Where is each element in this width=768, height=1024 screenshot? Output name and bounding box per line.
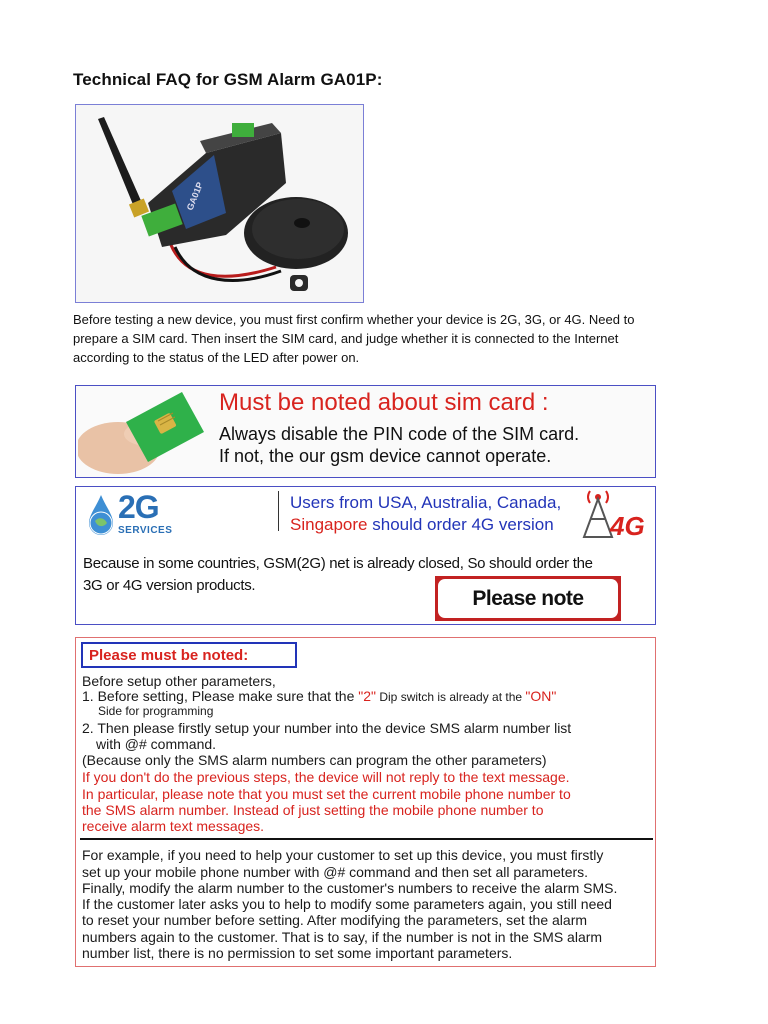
sim-notice-heading: Must be noted about sim card : — [219, 389, 549, 416]
product-photo — [75, 104, 364, 303]
4g-label: 4G — [610, 511, 645, 539]
water-drop-globe-icon — [86, 493, 116, 537]
gsm-alarm-device-image — [76, 105, 363, 302]
example-line: numbers again to the customer. That is to say, if the number is not in the SMS alarm — [82, 929, 603, 945]
divider — [80, 838, 653, 840]
sim-notice-line: If not, the our gsm device cannot operate. — [219, 446, 552, 466]
setup-step-2: 2. Then please firstly setup your number into the device SMS alarm number list — [82, 720, 572, 736]
example-line: set up your mobile phone number with @# command and then set all parameters. — [82, 864, 589, 880]
hand-holding-sim-icon — [78, 388, 208, 474]
4g-tower-icon — [576, 489, 652, 539]
svg-text:GA01P: GA01P — [184, 180, 206, 212]
setup-notice-heading: Please must be noted: — [89, 647, 249, 664]
users-line — [290, 515, 554, 535]
setup-text: 1. Before setting, Please make sure that the — [82, 688, 359, 704]
sim-notice-line: Always disable the PIN code of the SIM card. — [219, 424, 580, 444]
version-notice-body: 3G or 4G version products. — [83, 577, 256, 594]
please-note-label: Please note — [438, 579, 618, 618]
divider — [278, 491, 282, 531]
example-line: to reset your number before setting. After modifying the parameters, set the alarm — [82, 912, 588, 928]
intro-line: according to the status of the LED after power on. — [73, 350, 360, 365]
warning-line: If you don't do the previous steps, the device will not reply to the text message. — [82, 769, 570, 785]
sim-card-notice-banner — [75, 385, 656, 478]
warning-line: In particular, please note that you must set the current mobile phone number to — [82, 786, 571, 802]
page-title: Technical FAQ for GSM Alarm GA01P: — [73, 70, 383, 89]
setup-highlight: "ON" — [525, 688, 557, 704]
setup-line: Side for programming — [98, 704, 214, 718]
users-line-text: should order 4G version — [367, 515, 554, 534]
users-line-highlight: Singapore — [290, 515, 368, 534]
users-line-text: Users from USA, Australia, Canada, — [290, 493, 562, 512]
setup-line: (Because only the SMS alarm numbers can program the other parameters) — [82, 752, 547, 768]
example-line: number list, there is no permission to set some important parameters. — [82, 945, 513, 961]
services-2g-badge: 2G — [118, 489, 159, 525]
intro-line: Before testing a new device, you must first confirm whether your device is 2G, 3G, or 4G. Need to — [73, 312, 635, 327]
example-line: If the customer later asks you to help to modify some parameters again, you still need — [82, 896, 612, 912]
intro-paragraph — [73, 310, 703, 367]
setup-notice-box — [75, 637, 656, 967]
intro-line: prepare a SIM card. Then insert the SIM card, and judge whether it is connected to the Internet — [73, 331, 619, 346]
version-notice-banner — [75, 486, 656, 625]
warning-line: receive alarm text messages. — [82, 818, 265, 834]
services-label: SERVICES — [118, 525, 173, 536]
setup-notice-heading-frame — [81, 642, 297, 668]
setup-text: Dip switch is already at the — [376, 690, 526, 704]
setup-line: with @# command. — [96, 736, 217, 752]
setup-highlight: "2" — [358, 688, 377, 704]
please-note-badge — [435, 576, 621, 621]
example-line: For example, if you need to help your customer to set up this device, you must firstly — [82, 847, 604, 863]
example-line: Finally, modify the alarm number to the customer's numbers to receive the alarm SMS. — [82, 880, 618, 896]
setup-line: Before setup other parameters, — [82, 673, 276, 689]
warning-line: the SMS alarm number. Instead of just setting the mobile phone number to — [82, 802, 544, 818]
version-notice-body: Because in some countries, GSM(2G) net is already closed, So should order the — [83, 555, 593, 572]
users-line — [290, 493, 561, 513]
